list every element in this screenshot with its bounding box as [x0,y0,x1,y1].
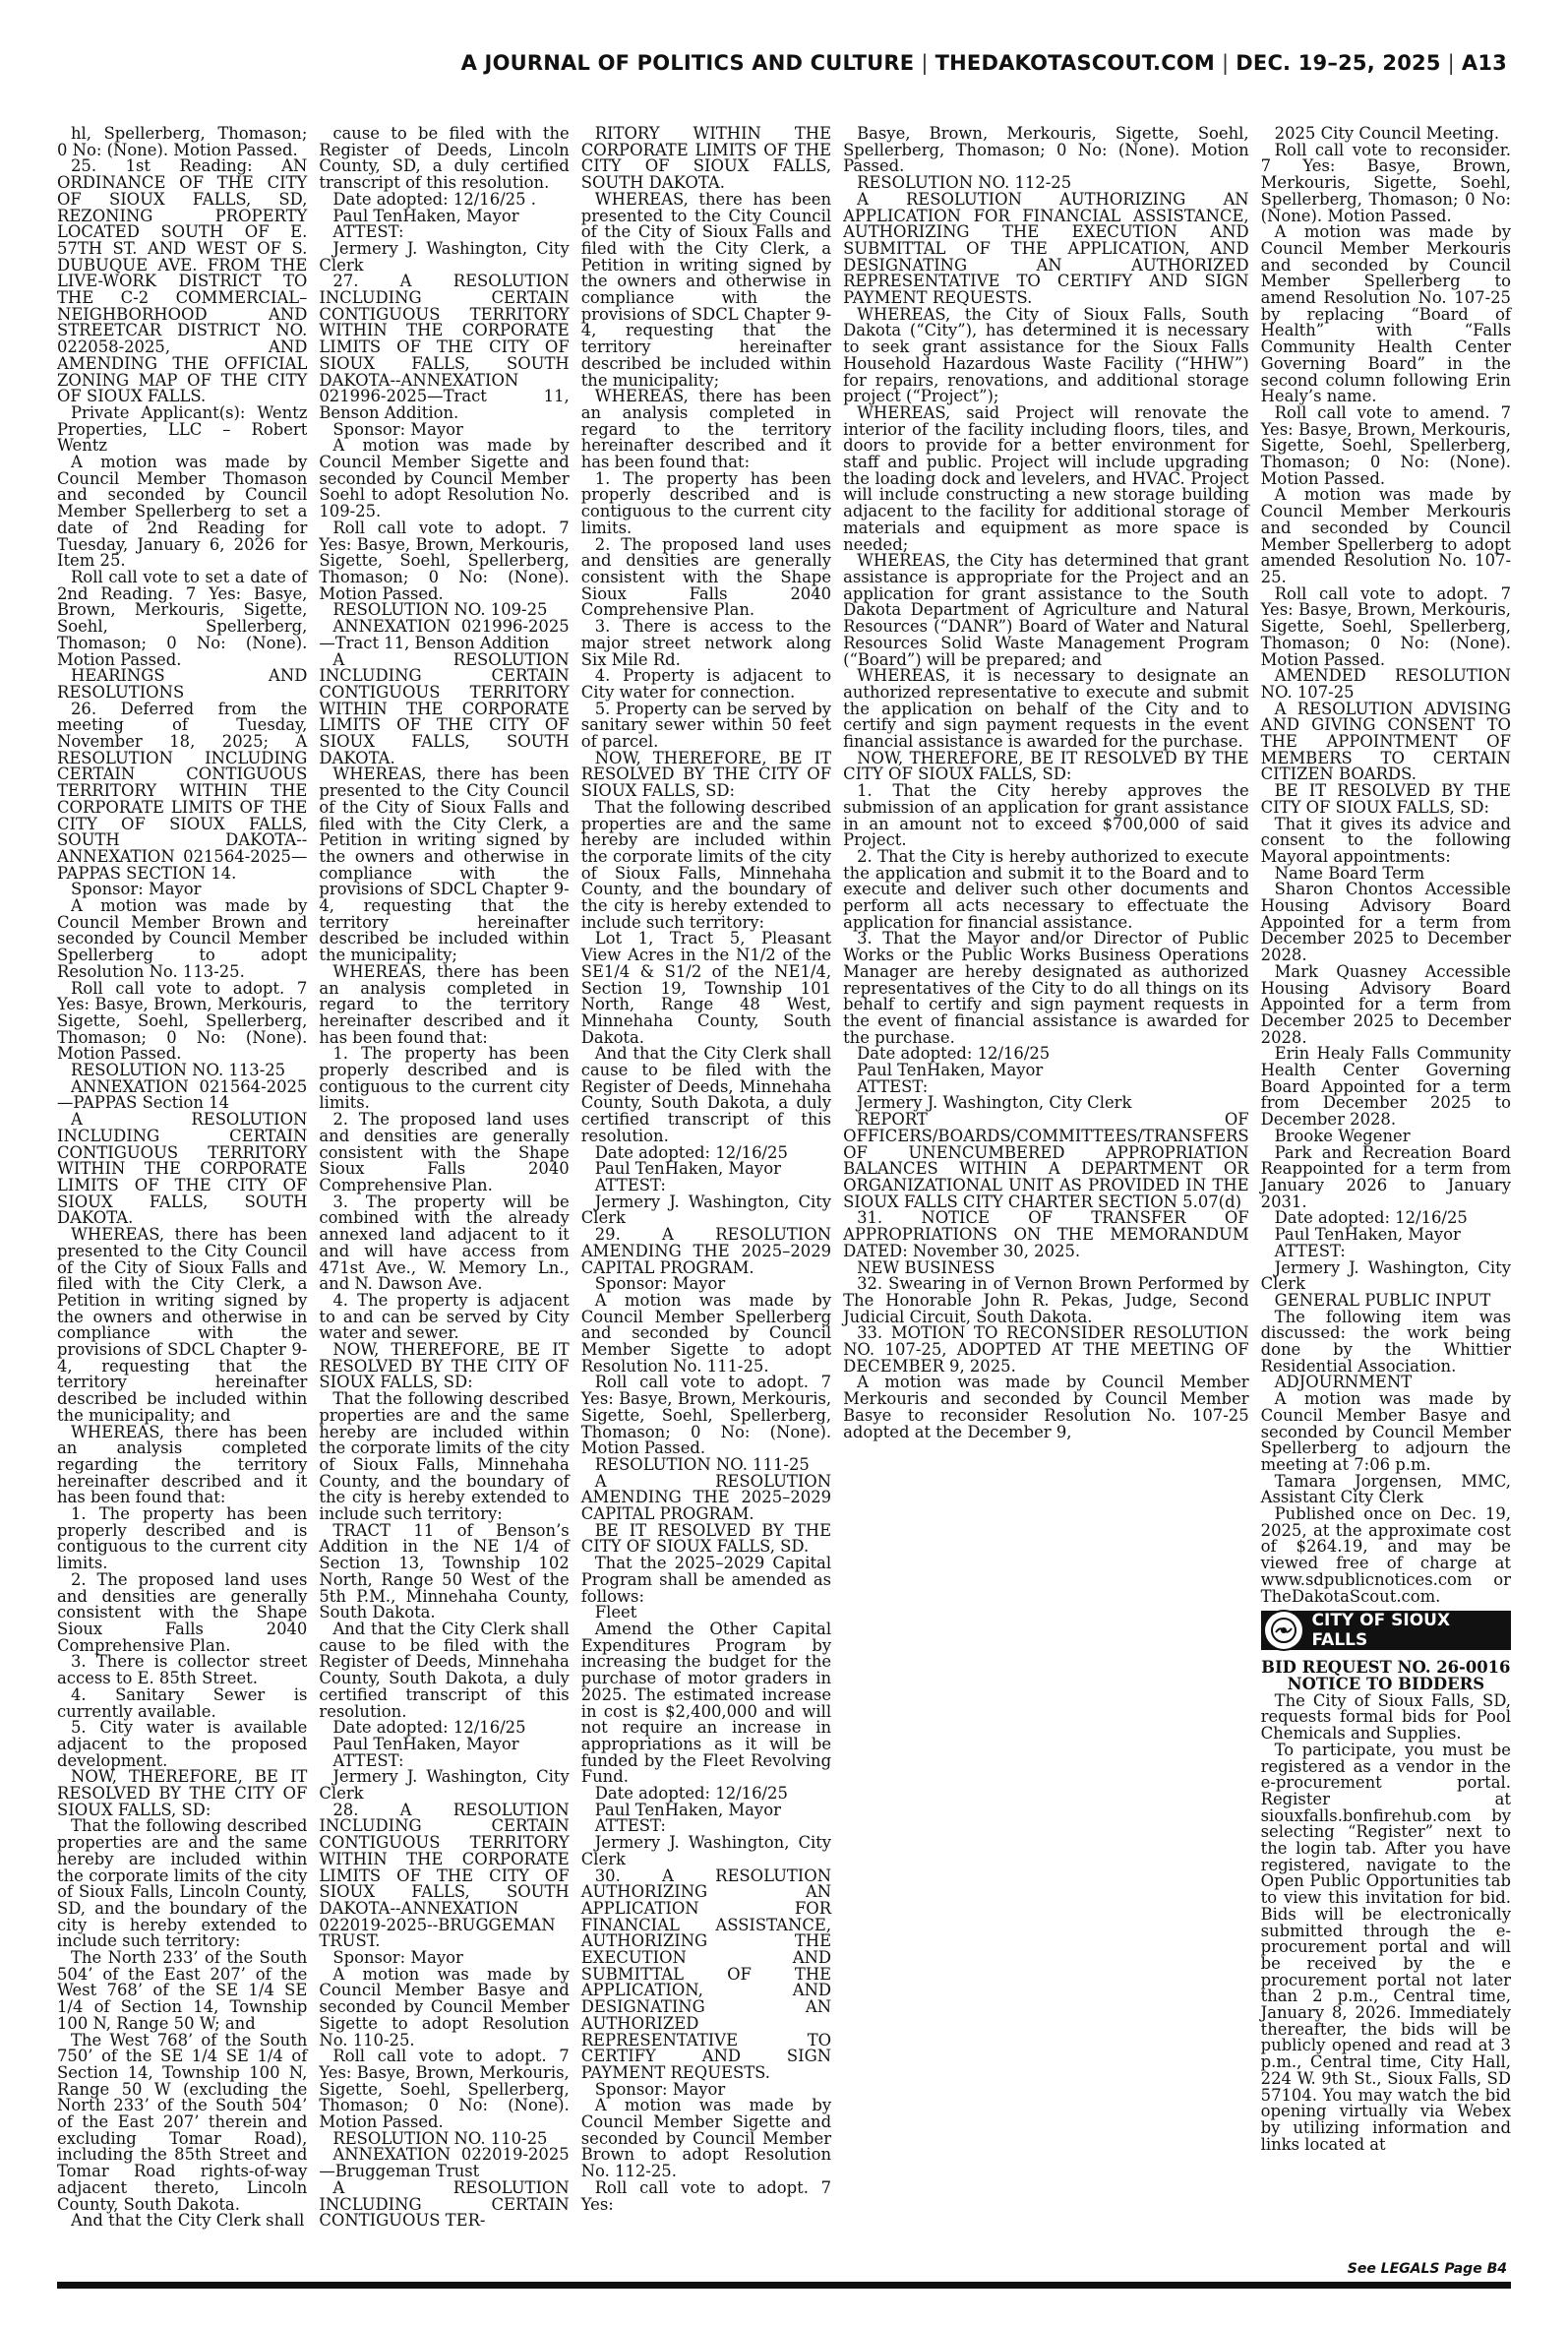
legal-paragraph: NOW, THEREFORE, BE IT RESOLVED BY THE CITY OF SIOUX FALLS, SD: [57,1767,308,1819]
legal-paragraph: Erin Healy Falls Community Health Center Governing Board Appointed for a term from December 2025 to December 2028. [1260,1044,1511,1130]
legal-paragraph: A motion was made by Council Member Merkouris and seconded by Council Member Basye to reconsider Resolution No. 107-25 adopted at the December 9, [843,1373,1249,1441]
page-number: A13 [1461,51,1507,75]
bid-body [1260,1690,1511,2154]
legal-paragraph: A RESOLUTION AUTHORIZING AN APPLICATION FOR FINANCIAL ASSISTANCE, AUTHORIZING THE EXECUTION AND SUBMITTAL OF THE APPLICATION, AND DESIGNATING AN AUTHORIZED REPRESENTATIVE TO CERTIFY AND SIGN PAYMENT REQUESTS. [843,189,1249,308]
column-5 [1261,126,1511,2271]
legal-paragraph: ADJOURNMENT [1274,1373,1413,1392]
legal-paragraph: That it gives its advice and consent to the following Mayoral appointments: [1260,814,1511,866]
legal-paragraph: 2025 City Council Meeting. [1274,124,1500,143]
legal-paragraph: 25. 1st Reading: AN ORDINANCE OF THE CITY OF SIOUX FALLS, SD, REZONING PROPERTY LOCATED SOUTH OF E. 57TH ST. AND WEST OF S. DUBUQUE AVE. FROM THE LIVE-WORK DISTRICT TO THE C-2 COMMERCIAL–NEIGHBORHOOD AND STREETCAR DISTRICT NO. 022058-2025, AND AMENDING THE OFFICIAL ZONING MAP OF THE CITY OF SIOUX FALLS. [57,156,308,406]
legal-paragraph: 4. The property is adjacent to and can be served by City water and sewer. [319,1290,570,1343]
legal-paragraph: Roll call vote to adopt. 7 Yes: Basye, Brown, Merkouris, Sigette, Soehl, Spellerberg, Thomason; 0 No: (None). Motion Passed. [319,518,570,603]
legal-paragraph: Basye, Brown, Merkouris, Sigette, Soehl, Spellerberg, Thomason; 0 No: (None). Motion Passed. [843,124,1249,176]
legal-paragraph: To participate, you must be registered as a vendor in the e-procurement portal. Register at siouxfalls.bonfirehub.com by selecting “Register” next to the login tab. After you have registered, navigate to the Open Public Opportunities tab to view this invitation for bid. Bids will be electronically submitted through the e-procurement portal and will be received by the e procurement portal not later than 2 p.m., Central time, January 8, 2026. Immediately thereafter, the bids will be publicly opened and read at 3 p.m., Central time, City Hall, 224 W. 9th St., Sioux Falls, SD 57104. You may watch the bid opening virtually via Webex by utilizing information and links located at [1260,1740,1511,2154]
legal-paragraph: GENERAL PUBLIC INPUT [1274,1290,1491,1310]
legal-paragraph: 2. The proposed land uses and densities are generally consistent with the Shape Sioux Falls 2040 Comprehensive Plan. [57,1569,308,1655]
legal-paragraph: 1. That the City hereby approves the submission of an application for grant assistance in an amount not to exceed $700,000 of said Project. [843,781,1249,850]
legal-paragraph: And that the City Clerk shall [71,2211,305,2231]
header-separator: | [1447,51,1455,75]
legal-paragraph: Paul TenHaken, Mayor [332,1734,519,1753]
legal-paragraph: 2. The proposed land uses and densities are generally consistent with the Shape Sioux Falls 2040 Comprehensive Plan. [580,534,832,620]
legal-paragraph: ATTEST: [857,1076,929,1096]
legal-paragraph: Roll call vote to adopt. 7 Yes: Basye, Brown, Merkouris, Sigette, Soehl, Spellerberg, Thomason; 0 No: (None). Motion Passed. [1260,583,1511,669]
legal-paragraph: Roll call vote to adopt. 7 Yes: Basye, Brown, Merkouris, Sigette, Soehl, Spellerberg, Thomason; 0 No: (None). Motion Passed. [57,978,308,1064]
legal-paragraph: Paul TenHaken, Mayor [857,1061,1044,1080]
legal-paragraph: RESOLUTION NO. 110-25 [332,2128,548,2148]
legal-paragraph: That the following described properties are and the same hereby are included within the corporate limits of the city of Sioux Falls, Lincoln County, SD, and the boundary of the city is hereby extended to include such territory: [57,1816,308,1951]
legal-paragraph: A motion was made by Council Member Sigette and seconded by Council Member Soehl to adopt Resolution No. 109-25. [319,436,570,521]
legal-paragraph: Brooke Wegener [1274,1126,1411,1145]
legal-paragraph: ANNEXATION 021564-2025—PAPPAS Section 14 [57,1076,308,1113]
legal-paragraph: Date adopted: 12/16/25 [332,1718,526,1738]
legal-paragraph: Jermery J. Washington, City Clerk [580,1192,832,1228]
legal-paragraph: Park and Recreation Board Reappointed for a term from January 2026 to January 2031. [1260,1142,1511,1211]
legal-paragraph: Jermery J. Washington, City Clerk [319,1767,570,1804]
legal-paragraph: BE IT RESOLVED BY THE CITY OF SIOUX FALLS, SD. [580,1520,832,1557]
journal-tagline: A JOURNAL OF POLITICS AND CULTURE [460,51,915,75]
legal-paragraph: WHEREAS, there has been presented to the City Council of the City of Sioux Falls and filed with the City Clerk, a Petition in writing signed by the owners and otherwise in compliance with the provisions of SDCL Chapter 9-4, requesting that the territory hereinafter described be included within the municipality; [580,189,832,390]
legal-paragraph: Date adopted: 12/16/25 [594,1784,788,1804]
legal-paragraph: Roll call vote to reconsider. 7 Yes: Basye, Brown, Merkouris, Sigette, Soehl, Spellerberg, Thomason; 0 No: (None). Motion Passed. [1260,140,1511,225]
legal-paragraph: ATTEST: [594,1176,666,1194]
legal-paragraph: Roll call vote to adopt. 7 Yes: [580,2177,832,2214]
legal-paragraph: 2. The proposed land uses and densities are generally consistent with the Shape Sioux Falls 2040 Comprehensive Plan. [319,1110,570,1194]
legal-paragraph: WHEREAS, there has been presented to the City Council of the City of Sioux Falls and filed with the City Clerk, a Petition in writing signed by the owners and otherwise in compliance with the provisions of SDCL Chapter 9-4, requesting that the territory hereinafter described be included within the municipality; [319,765,570,965]
legal-paragraph: NOW, THEREFORE, BE IT RESOLVED BY THE CITY OF SIOUX FALLS, SD: [843,748,1249,784]
legal-paragraph: 1. The property has been properly described and is contiguous to the current city limits. [580,468,832,537]
legal-paragraph: 3. The property will be combined with the already annexed land adjacent to it and will have access from 471st Ave., W. Memory Ln., and N. Dawson Ave. [319,1192,570,1294]
legal-paragraph: And that the City Clerk shall cause to be filed with the Register of Deeds, Minnehaha County, South Dakota, a duly certified transcript of this resolution. [319,1619,570,1721]
legal-paragraph: 33. MOTION TO RECONSIDER RESOLUTION NO. 107-25, ADOPTED AT THE MEETING OF DECEMBER 9, 2025. [843,1323,1249,1376]
legal-paragraph: REPORT OF OFFICERS/BOARDS/COMMITTEES/TRANSFERS OF UNENCUMBERED APPROPRIATION BALANCES WITHIN A DEPARTMENT OR ORGANIZATIONAL UNIT AS PROVIDED IN THE SIOUX FALLS CITY CHARTER SECTION 5.07(d) [843,1110,1249,1211]
legal-paragraph: 3. That the Mayor and/or Director of Public Works or the Public Works Business Operations Manager are hereby designated as authorized representatives of the City to do all things on its behalf to certify and sign payment requests in the event of financial assistance is awarded for the purchase. [843,929,1249,1047]
legal-paragraph: RESOLUTION NO. 113-25 [71,1061,286,1080]
legal-paragraph: That the following described properties are and the same hereby are included within the corporate limits of the city of Sioux Falls, Minnehaha County, and the boundary of the city is hereby extended to include such territory: [580,797,832,932]
footer-rule [57,2282,1511,2289]
legal-paragraph: WHEREAS, there has been an analysis completed regarding the territory hereinafter described and it has been found that: [57,1422,308,1507]
legal-paragraph: WHEREAS, there has been an analysis completed in regard to the territory hereinafter described and it has been found that: [580,387,832,472]
legal-paragraph: WHEREAS, there has been an analysis completed in regard to the territory hereinafter described and it has been found that: [319,961,570,1047]
banner-label: CITY OF SIOUX FALLS [1311,1611,1451,1651]
legal-paragraph: 1. The property has been properly described and is contiguous to the current city limits. [57,1504,308,1573]
legal-paragraph: WHEREAS, there has been presented to the City Council of the City of Sioux Falls and filed with the City Clerk, a Petition in writing signed by the owners and otherwise in compliance with the provisions of SDCL Chapter 9-4, requesting that the territory hereinafter described be included within the municipality; and [57,1225,308,1425]
legal-paragraph: WHEREAS, said Project will renovate the interior of the facility including floors, tiles, and doors to provide for a better environment for staff and public. Project will include upgrading the loading dock and levelers, and HVAC. Project will include constructing a new storage building adjacent to the facility for additional storage of materials and equipment as more space is needed; [843,402,1249,554]
legal-paragraph: Sponsor: Mayor [594,1274,726,1294]
legal-paragraph: cause to be filed with the Register of Deeds, Lincoln County, SD, a duly certified transcript of this resolution. [319,124,570,193]
city-seal-icon [1263,1610,1304,1651]
legal-paragraph: Lot 1, Tract 5, Pleasant View Acres in the N1/2 of the SE1/4 & S1/2 of the NE1/4, Section 19, Township 101 North, Range 48 West, Minnehaha County, South Dakota. [580,929,832,1047]
legal-paragraph: Published once on Dec. 19, 2025, at the approximate cost of $264.19, and may be viewed free of charge at www.sdpublicnotices.com or TheDakotaScout.com. [1260,1504,1511,1606]
column-3 [581,126,831,2271]
legal-paragraph: NEW BUSINESS [857,1257,995,1277]
legal-paragraph: A motion was made by Council Member Spellerberg and seconded by Council Member Sigette to adopt Resolution No. 111-25. [580,1290,832,1376]
legal-paragraph: That the 2025–2029 Capital Program shall be amended as follows: [580,1554,832,1606]
legal-paragraph: And that the City Clerk shall cause to be filed with the Register of Deeds, Minnehaha County, South Dakota, a duly certified transcript of this resolution. [580,1044,832,1145]
legal-paragraph: Roll call vote to set a date of 2nd Reading. 7 Yes: Basye, Brown, Merkouris, Sigette, Soehl, Spellerberg, Thomason; 0 No: (None). Motion Passed. [57,567,308,669]
legal-paragraph: A motion was made by Council Member Merkouris and seconded by Council Member Spellerberg to amend Resolution No. 107-25 by replacing “Board of Health” with “Falls Community Health Center Governing Board” in the second column following Erin Healy’s name. [1260,222,1511,406]
legal-paragraph: Date adopted: 12/16/25 [1274,1208,1468,1228]
legal-paragraph: ATTEST: [332,1750,404,1770]
legal-paragraph: The West 768’ of the South 750’ of the SE 1/4 SE 1/4 of Section 14, Township 100 N, Range 50 W (excluding the North 233’ of the South 504’ of the East 207’ therein and excluding Tomar Road), including the 85th Street and Tomar Road rights-of-way adjacent thereto, Lincoln County, South Dakota. [57,2030,308,2214]
legal-paragraph: A RESOLUTION INCLUDING CERTAIN CONTIGUOUS TERRITORY WITHIN THE CORPORATE LIMITS OF THE CITY OF SIOUX FALLS, SOUTH DAKOTA. [57,1110,308,1228]
legal-paragraph: A motion was made by Council Member Basye and seconded by Council Member Sigette to adopt Resolution No. 110-25. [319,1964,570,2050]
legal-paragraph: 4. Sanitary Sewer is currently available. [57,1684,308,1721]
legal-paragraph: Mark Quasney Accessible Housing Advisory Board Appointed for a term from December 2025 to December 2028. [1260,961,1511,1047]
legal-paragraph: AMENDED RESOLUTION NO. 107-25 [1260,666,1511,702]
legal-paragraph: Fleet [594,1603,637,1622]
legal-paragraph: Sponsor: Mayor [594,2079,726,2099]
legal-paragraph: The City of Sioux Falls, SD, requests formal bids for Pool Chemicals and Supplies. [1260,1690,1511,1744]
column-2 [319,126,569,2271]
column-1 [57,126,307,2271]
continued-jump-line: See LEGALS Page B4 [1347,2261,1507,2277]
legal-paragraph: 3. There is access to the major street network along Six Mile Rd. [580,617,832,669]
legal-paragraph: Sponsor: Mayor [332,1948,463,1968]
legal-paragraph: 31. NOTICE OF TRANSFER OF APPROPRIATIONS ON THE MEMORANDUM DATED: November 30, 2025. [843,1208,1249,1260]
legal-paragraph: Date adopted: 12/16/25 . [332,189,536,209]
legal-paragraph: Jermery J. Washington, City Clerk [1260,1257,1511,1294]
legal-paragraph: Private Applicant(s): Wentz Properties, LLC – Robert Wentz [57,402,308,456]
legal-paragraph: A RESOLUTION INCLUDING CERTAIN CONTIGUOUS TERRITORY WITHIN THE CORPORATE LIMITS OF THE CITY OF SIOUX FALLS, SOUTH DAKOTA. [319,649,570,767]
legal-paragraph: Sharon Chontos Accessible Housing Advisory Board Appointed for a term from December 2025 to December 2028. [1260,880,1511,965]
legal-paragraph: ANNEXATION 021996-2025—Tract 11, Benson Addition [319,617,570,652]
legal-paragraph: A motion was made by Council Member Basye and seconded by Council Member Spellerberg to adjourn the meeting at 7:06 p.m. [1260,1389,1511,1474]
legal-paragraph: A RESOLUTION AMENDING THE 2025–2029 CAPITAL PROGRAM. [580,1471,832,1524]
legal-paragraph: 5. Property can be served by sanitary sewer within 50 feet of parcel. [580,699,832,752]
legal-paragraph: Sponsor: Mayor [71,880,202,899]
page-header [59,51,1507,91]
legal-paragraph: 2. That the City is hereby authorized to execute the application and submit it to the Board and to execute and deliver such other documents and perform all acts necessary to effectuate the application for financial assistance. [843,846,1249,932]
legal-paragraph: Roll call vote to adopt. 7 Yes: Basye, Brown, Merkouris, Sigette, Soehl, Spellerberg, Thomason; 0 No: (None). Motion Passed. [319,2047,570,2132]
header-separator: | [1221,51,1230,75]
legal-paragraph: WHEREAS, the City has determined that grant assistance is appropriate for the Project and an application for grant assistance to the South Dakota Department of Agriculture and Natural Resources (“DANR”) Board of Water and Natural Resources Solid Waste Management Program (“Board”) will be prepared; and [843,551,1249,669]
legal-paragraph: BE IT RESOLVED BY THE CITY OF SIOUX FALLS, SD: [1260,781,1511,817]
legal-paragraph: Roll call vote to amend. 7 Yes: Basye, Brown, Merkouris, Sigette, Soehl, Spellerberg, Thomason; 0 No: (None). Motion Passed. [1260,402,1511,488]
bid-subtitle: NOTICE TO BIDDERS [1287,1674,1485,1693]
legal-paragraph: Tamara Jorgensen, MMC, Assistant City Clerk [1260,1471,1511,1507]
legal-paragraph: Paul TenHaken, Mayor [332,206,519,225]
legal-paragraph: Roll call vote to adopt. 7 Yes: Basye, Brown, Merkouris, Sigette, Soehl, Spellerberg, Thomason; 0 No: (None). Motion Passed. [580,1373,832,1458]
legal-paragraph: HEARINGS AND RESOLUTIONS [57,666,308,702]
legal-paragraph: A RESOLUTION ADVISING AND GIVING CONSENT TO THE APPOINTMENT OF MEMBERS TO CERTAIN CITIZEN BOARDS. [1260,699,1511,784]
legal-paragraph: TRACT 11 of Benson’s Addition in the NE 1/4 of Section 13, Township 102 North, Range 50 West of the 5th P.M., Minnehaha County, South Dakota. [319,1520,570,1622]
legal-notices-columns [57,126,1511,2271]
legal-paragraph: RESOLUTION NO. 112-25 [857,173,1072,193]
legal-paragraph: NOW, THEREFORE, BE IT RESOLVED BY THE CITY OF SIOUX FALLS, SD: [319,1340,570,1392]
legal-paragraph: 3. There is collector street access to E. 85th Street. [57,1652,308,1688]
legal-paragraph: That the following described properties are and the same hereby are included within the corporate limits of the city of Sioux Falls, Minnehaha County, and the boundary of the city is hereby extended to include such territory: [319,1389,570,1524]
legal-paragraph: A RESOLUTION INCLUDING CERTAIN CONTIGUOUS TER- [319,2177,570,2231]
legal-paragraph: 4. Property is adjacent to City water for connection. [580,666,832,702]
legal-paragraph: ATTEST: [1274,1241,1346,1260]
legal-paragraph: 27. A RESOLUTION INCLUDING CERTAIN CONTIGUOUS TERRITORY WITHIN THE CORPORATE LIMITS OF THE CITY OF SIOUX FALLS, SOUTH DAKOTA--ANNEXATION 021996-2025—Tract 11, Benson Addition. [319,272,570,422]
legal-paragraph: Date adopted: 12/16/25 [857,1044,1051,1064]
legal-paragraph: Jermery J. Washington, City Clerk [319,238,570,275]
legal-paragraph: 30. A RESOLUTION AUTHORIZING AN APPLICATION FOR FINANCIAL ASSISTANCE, AUTHORIZING THE EXECUTION AND SUBMITTAL OF THE APPLICATION, AND DESIGNATING AN AUTHORIZED REPRESENTATIVE TO CERTIFY AND SIGN PAYMENT REQUESTS. [580,1866,832,2082]
legal-paragraph: 28. A RESOLUTION INCLUDING CERTAIN CONTIGUOUS TERRITORY WITHIN THE CORPORATE LIMITS OF THE CITY OF SIOUX FALLS, SOUTH DAKOTA--ANNEXATION 022019-2025--BRUGGEMAN TRUST. [319,1800,570,1951]
legal-paragraph: WHEREAS, the City of Sioux Falls, South Dakota (“City”), has determined it is necessary to seek grant assistance for the Sioux Falls Household Hazardous Waste Facility (“HHW”) for repairs, renovations, and additional storage project (“Project”); [843,304,1249,406]
legal-paragraph: RESOLUTION NO. 109-25 [332,600,548,620]
legal-paragraph: A motion was made by Council Member Brown and seconded by Council Member Spellerberg to adopt Resolution No. 113-25. [57,896,308,981]
legal-paragraph: 32. Swearing in of Vernon Brown Performed by The Honorable John R. Pekas, Judge, Second Judicial Circuit, South Dakota. [843,1274,1249,1326]
legal-paragraph: The following item was discussed: the work being done by the Whittier Residential Association. [1260,1307,1511,1376]
column-5-body [1261,126,1511,1605]
legal-paragraph: ATTEST: [332,222,404,242]
issue-dates: DEC. 19–25, 2025 [1236,51,1441,75]
legal-paragraph: NOW, THEREFORE, BE IT RESOLVED BY THE CITY OF SIOUX FALLS, SD: [580,748,832,801]
legal-paragraph: Name Board Term [1274,863,1425,883]
legal-paragraph: Paul TenHaken, Mayor [594,1159,781,1179]
legal-paragraph: 29. A RESOLUTION AMENDING THE 2025–2029 CAPITAL PROGRAM. [580,1225,832,1277]
city-section-banner [1261,1611,1511,1650]
legal-paragraph: ANNEXATION 022019-2025—Bruggeman Trust [319,2145,570,2181]
legal-paragraph: WHEREAS, it is necessary to designate an authorized representative to execute and submit the application on behalf of the City and to certify and sign payment requests in the event financial assistance is awarded for the purchase. [843,666,1249,752]
legal-paragraph: 5. City water is available adjacent to the proposed development. [57,1718,308,1770]
legal-paragraph: A motion was made by Council Member Merkouris and seconded by Council Member Spellerberg to adopt amended Resolution No. 107-25. [1260,485,1511,586]
legal-paragraph: Date adopted: 12/16/25 [594,1142,788,1162]
legal-paragraph: RITORY WITHIN THE CORPORATE LIMITS OF THE CITY OF SIOUX FALLS, SOUTH DAKOTA. [580,124,832,193]
legal-paragraph: The North 233’ of the South 504’ of the East 207’ of the West 768’ of the SE 1/4 SE 1/4 of Section 14, Township 100 N, Range 50 W; and [57,1948,308,2033]
legal-paragraph: Amend the Other Capital Expenditures Program by increasing the budget for the purchase of motor graders in 2025. The estimated increase in cost is $2,400,000 and will not require an increase in appropriations as it will be funded by the Fleet Revolving Fund. [580,1619,832,1787]
legal-paragraph: RESOLUTION NO. 111-25 [594,1454,810,1474]
legal-paragraph: Sponsor: Mayor [332,419,463,439]
legal-paragraph: Jermery J. Washington, City Clerk [580,1833,832,1868]
site-url: THEDAKOTASCOUT.COM [935,51,1215,75]
legal-paragraph: 1. The property has been properly described and is contiguous to the current city limits. [319,1044,570,1113]
legal-paragraph: A motion was made by Council Member Thomason and seconded by Council Member Spellerberg to set a date of 2nd Reading for Tuesday, January 6, 2026 for Item 25. [57,453,308,571]
legal-paragraph: Paul TenHaken, Mayor [1274,1225,1461,1245]
bid-title: BID REQUEST NO. 26-0016 [1261,1658,1511,1678]
column-4 [843,126,1249,2271]
legal-paragraph: 26. Deferred from the meeting of Tuesday, November 18, 2025; A RESOLUTION INCLUDING CERTAIN CONTIGUOUS TERRITORY WITHIN THE CORPORATE LIMITS OF THE CITY OF SIOUX FALLS, SOUTH DAKOTA--ANNEXATION 021564-2025—PAPPAS SECTION 14. [57,699,308,883]
legal-paragraph: hl, Spellerberg, Thomason; 0 No: (None). Motion Passed. [57,124,308,159]
legal-paragraph: Paul TenHaken, Mayor [594,1800,781,1819]
legal-paragraph: Jermery J. Washington, City Clerk [857,1093,1132,1113]
legal-paragraph: ATTEST: [594,1816,666,1836]
legal-paragraph: A motion was made by Council Member Sigette and seconded by Council Member Brown to adopt Resolution No. 112-25. [580,2096,832,2181]
header-separator: | [921,51,929,75]
